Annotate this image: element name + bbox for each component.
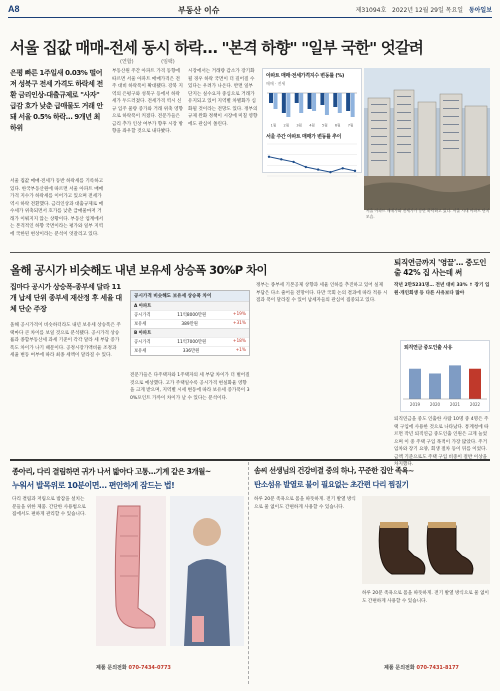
table-subhead-a: A 아파트	[131, 301, 249, 310]
main-body-col2: 부동산원 주간 아파트 가격 동향에 따르면 서울 아파트 매매가격은 전주 대비 하락폭이 확대됐다. 강북 지역의 은평구와 성북구 등에서 하락세가 두드러졌다. 전세가격 역시 신규 입주 물량 증가와 거래 위축 영향으로 하락폭이 커졌다. 전문가들은 금리 추가 인상 여부가 향후 시장 방향을 좌우할 것으로 내다봤다.	[112, 69, 183, 134]
chart-legend: 매매 · 전세	[266, 81, 286, 86]
main-chart	[262, 68, 362, 173]
ad-left-phone: 070-7434-0773	[128, 665, 171, 671]
story3-body: 퇴직연금을 중도 인출한 사람 10명 중 4명은 주택 구입에 사용한 것으로 나타났다. 통계청에 따르면 작년 퇴직연금 중도인출 인원은 크게 늘었으며 이 중 주택 구입 목적이 가장 많았다. 주거 임차와 장기 요양, 회생 절차 등이 뒤를 이었다. 금액 기준으로도 주택 구입 비중이 절반 이상을 차지했다.	[394, 417, 489, 467]
ad-right-body-2: 하루 20분 족욕으로 몸을 따뜻하게. 전기 발열 방식으로 물 없이도 간편하게 사용할 수 있습니다.	[362, 591, 489, 604]
tax-table	[130, 290, 250, 356]
data-point	[342, 167, 344, 169]
data-point	[292, 161, 294, 163]
data-point	[305, 166, 307, 168]
main-body-col1: 서울 집값 매매·전세가 동반 하락세를 기록하고 있다. 한국부동산원에 따르면 서울 아파트 매매가격 지수가 하락세를 이어가고 있으며 전세가 역시 하락 전환했다. 금리인상과 대출규제로 매수세가 위축되면서 호가를 낮춘 급매물마저 거래가 이뤄지지 않는 상황이다. 부동산 업계에서는 본격적인 하향 국면이라는 평가와 일부 지역에 국한된 현상이라는 분석이 엇갈리고 있다.	[10, 179, 104, 237]
x-tick-label: 7월	[347, 123, 354, 128]
bar-전세-0	[274, 93, 278, 109]
story2-headline: 올해 공시가 비슷해도 내년 보유세 상승폭 30%P 차이	[10, 263, 268, 277]
bar-매매-6	[346, 93, 350, 111]
masthead	[8, 4, 492, 18]
byline-2: (임팩)	[161, 59, 175, 65]
main-headline: 서울 집값 매매-전세 동시 하락… "본격 하향" "일부 국한" 엇갈려	[10, 39, 423, 57]
ad-right-contact: 제품 문의전화 070-7431-8177	[384, 665, 459, 671]
story3-bar-svg	[401, 351, 489, 407]
ad-left-user-image	[170, 496, 244, 646]
photo-caption: 서울 아파트 매매가와 전세가가 동반 하락하고 있다. 서울 시내 아파트 단지 모습.	[366, 208, 490, 219]
story3-block	[394, 258, 490, 304]
bar-매매-5	[333, 93, 337, 107]
bar-전세-5	[338, 93, 342, 113]
story3-chart	[400, 340, 490, 412]
bar-매매-4	[320, 93, 324, 105]
bar-2020	[429, 373, 441, 399]
section-divider	[10, 252, 490, 253]
table-subhead-b: B 아파트	[131, 328, 249, 337]
x-tick-label: 2020	[429, 402, 441, 407]
story3-lead: 작년 2만5231명… 전년 대비 33% ↑ 장기 입원·개인회생 등 다른 사유보다 많아	[394, 283, 490, 296]
ad-right-phone: 070-7431-8177	[416, 665, 459, 671]
bar-2022	[469, 369, 481, 399]
data-point	[268, 156, 270, 158]
issue-info	[356, 5, 492, 14]
table-row: 공시가격 11억7000만원 +18%	[131, 337, 249, 346]
byline-1: (연합)	[120, 59, 134, 65]
inset-chart-title: 서울 주간 아파트 매매가 변동률 추이	[266, 134, 342, 140]
bar-전세-3	[312, 93, 316, 111]
ad-right	[254, 466, 490, 490]
ad-left-headline: 종아리, 다리 결림하면 귀가 나서 밟아다 고통…기계 같은 3개월~	[12, 467, 211, 476]
table-title: 공시가격 비슷해도 보유세 상승폭 차이	[131, 291, 249, 301]
bar-2019	[409, 369, 421, 399]
story3-headline: 퇴직연금까지 '영끌'… 중도인출 42% 집 사는데 써	[394, 258, 487, 277]
ad-left	[12, 466, 244, 491]
ad-separator	[248, 462, 249, 684]
apartment-photo	[364, 68, 490, 210]
x-tick-label: 2022	[469, 402, 481, 407]
bar-매매-3	[308, 93, 312, 109]
bar-chart-svg	[263, 89, 361, 127]
x-tick-label: 1월	[270, 123, 277, 128]
x-tick-label: 6월	[334, 123, 341, 128]
story3-chart-title: 퇴직연금 중도인출 사유	[404, 345, 453, 351]
bar-전세-6	[351, 93, 355, 117]
bar-매매-1	[282, 93, 286, 113]
bar-2021	[449, 365, 461, 399]
story2-lead: 집마다 공시가 상승폭-종부세 달라 11개 납세 단위 종부세 재산정 후 세율 대체 단순 주장	[10, 283, 122, 313]
x-tick-label: 4월	[309, 123, 315, 128]
bar-매매-0	[269, 93, 273, 103]
ad-left-contact: 제품 문의전화 070-7434-0773	[96, 665, 171, 671]
bar-전세-1	[286, 93, 290, 117]
ad-right-subhead: 탄소섬유 발열로 불이 필요없는 초간편 다리 찜질기	[254, 480, 409, 489]
story2-body-col2: 전문가들은 다주택자와 1주택자의 세 부담 차이가 더 벌어질 것으로 예상했다. 고가 주택일수록 공시가격 현실화율 영향을 크게 받으며, 지역별 시세 변동에 따라 보유세 증가폭이 30%포인트 가까이 차이가 날 수 있다는 분석이다.	[130, 373, 250, 401]
table-row: 공시가격 11억8000만원 +19%	[131, 310, 249, 319]
story2-body-col3: 정부는 종부세 기본공제 상향과 세율 인하를 추진하고 있어 실제 부담은 다소 줄어들 전망이다. 다만 국회 논의 결과에 따라 적용 시점과 폭이 달라질 수 있어 납세자들의 관심이 집중되고 있다.	[256, 283, 388, 303]
x-tick-label: 2월	[283, 123, 290, 128]
data-point	[354, 170, 356, 172]
x-tick-label: 2021	[449, 402, 461, 407]
data-point	[280, 158, 282, 160]
main-body-col3: 시장에서는 거래량 감소가 장기화될 경우 하락 국면이 더 길어질 수 있다는 우려가 나온다. 반면 일부 단지는 실수요자 중심으로 거래가 유지되고 있어 지역별 차별화가 심화될 것이라는 전망도 있다. 정부의 규제 완화 정책이 시장에 미칠 영향에도 관심이 쏠린다.	[188, 69, 258, 127]
issue-date: 2022년 12월 29일 목요일	[392, 7, 464, 14]
issue-number: 제31094호	[355, 7, 387, 14]
x-tick-label: 2019	[409, 402, 421, 407]
main-lead: 은평 빠른 1주일새 0.03% 떨어져 성북구 전세 가격도 하락세 전환 금리인상-대출규제로 "사자" 급감 호가 낮춘 급매물도 거래 안돼 서울 0.5% 하락… 9개년 최하위	[10, 69, 103, 132]
x-tick-label: 5월	[322, 123, 328, 128]
ad-left-subhead: 누워서 발목위로 10분이면… 편안하게 잠드는 법!	[12, 481, 175, 490]
main-bylines	[120, 58, 280, 65]
section-title: 부동산 이슈	[178, 6, 220, 15]
page-number: A8	[8, 4, 20, 14]
chart-title: 아파트 매매·전세가격지수 변동률 (%)	[266, 73, 345, 79]
ad-right-headline: 솜씨 선생님의 건강비결 중의 하나, 꾸준한 집안 족욕~	[254, 466, 414, 475]
ad-right-product-image	[362, 496, 490, 584]
data-point	[329, 171, 331, 173]
x-tick-label: 3월	[296, 123, 302, 128]
table-row: 보유세 336만원 +1%	[131, 346, 249, 355]
bar-전세-4	[325, 93, 329, 115]
line-chart-svg	[263, 140, 361, 180]
ad-left-product-image	[96, 496, 166, 646]
table-row: 보유세 389만원 +31%	[131, 319, 249, 328]
bar-매매-2	[295, 93, 299, 103]
paper-name: 동아일보	[468, 7, 492, 14]
data-point	[317, 168, 319, 170]
story2-body-col1: 올해 공시가격이 비슷하더라도 내년 보유세 상승폭은 주택마다 큰 차이를 보일 것으로 분석됐다. 공시가격 상승률과 종합부동산세 과세 기준이 각각 달라 세 부담 증가폭도 차이가 나기 때문이다. 공정시장가액비율 조정과 세율 변동 여부에 따라 최종 세액이 달라질 수 있다.	[10, 323, 121, 358]
bar-전세-2	[299, 93, 303, 113]
ad-right-body: 하루 20분 족욕으로 몸을 따뜻하게. 전기 발열 방식으로 물 없이도 간편하게 사용할 수 있습니다.	[254, 497, 356, 510]
ad-left-body: 다리 결림과 저림으로 밤잠을 설치는 분들을 위한 제품. 간단한 사용법으로 집에서도 편하게 관리할 수 있습니다.	[12, 497, 86, 517]
